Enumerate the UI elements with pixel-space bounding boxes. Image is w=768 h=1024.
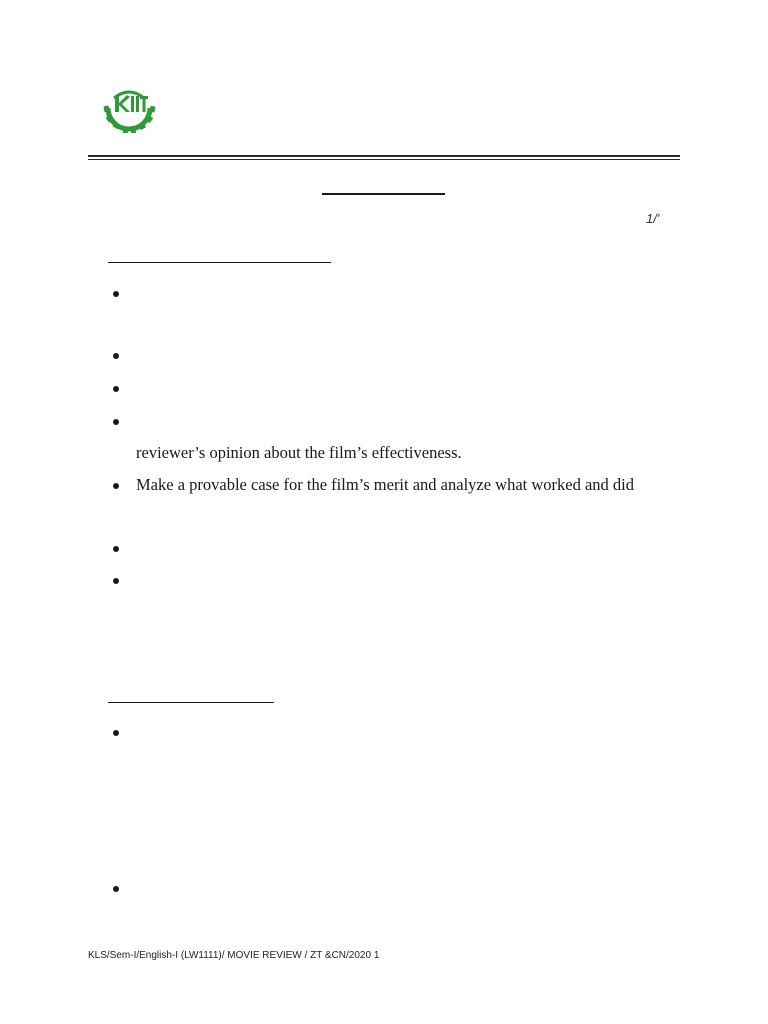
- bullet-1: [113, 291, 119, 297]
- kiit-logo-icon: [100, 84, 158, 134]
- bullet-4: [113, 419, 119, 425]
- bullet-3: [113, 386, 119, 392]
- bullet-5: [113, 483, 119, 489]
- page-mark: 1/': [646, 211, 660, 226]
- bullet-4-continuation: reviewer’s opinion about the film’s effectiveness.: [136, 443, 462, 462]
- bullet-6: [113, 546, 119, 552]
- bullet-7: [113, 578, 119, 584]
- bullet-5-text: Make a provable case for the film’s merit and analyze what worked and did: [136, 475, 635, 494]
- header-divider-thin: [88, 159, 680, 160]
- bullet-8: [113, 730, 119, 736]
- page-footer: KLS/Sem-I/English-I (LW1111)/ MOVIE REVIEW / ZT &CN/2020 1: [88, 950, 380, 961]
- bullet-2: [113, 353, 119, 359]
- section-2-heading-underline: [108, 702, 274, 703]
- section-1-heading-underline: [108, 262, 331, 263]
- header-divider-thick: [88, 155, 680, 157]
- bullet-9: [113, 886, 119, 892]
- title-underline: [322, 193, 445, 195]
